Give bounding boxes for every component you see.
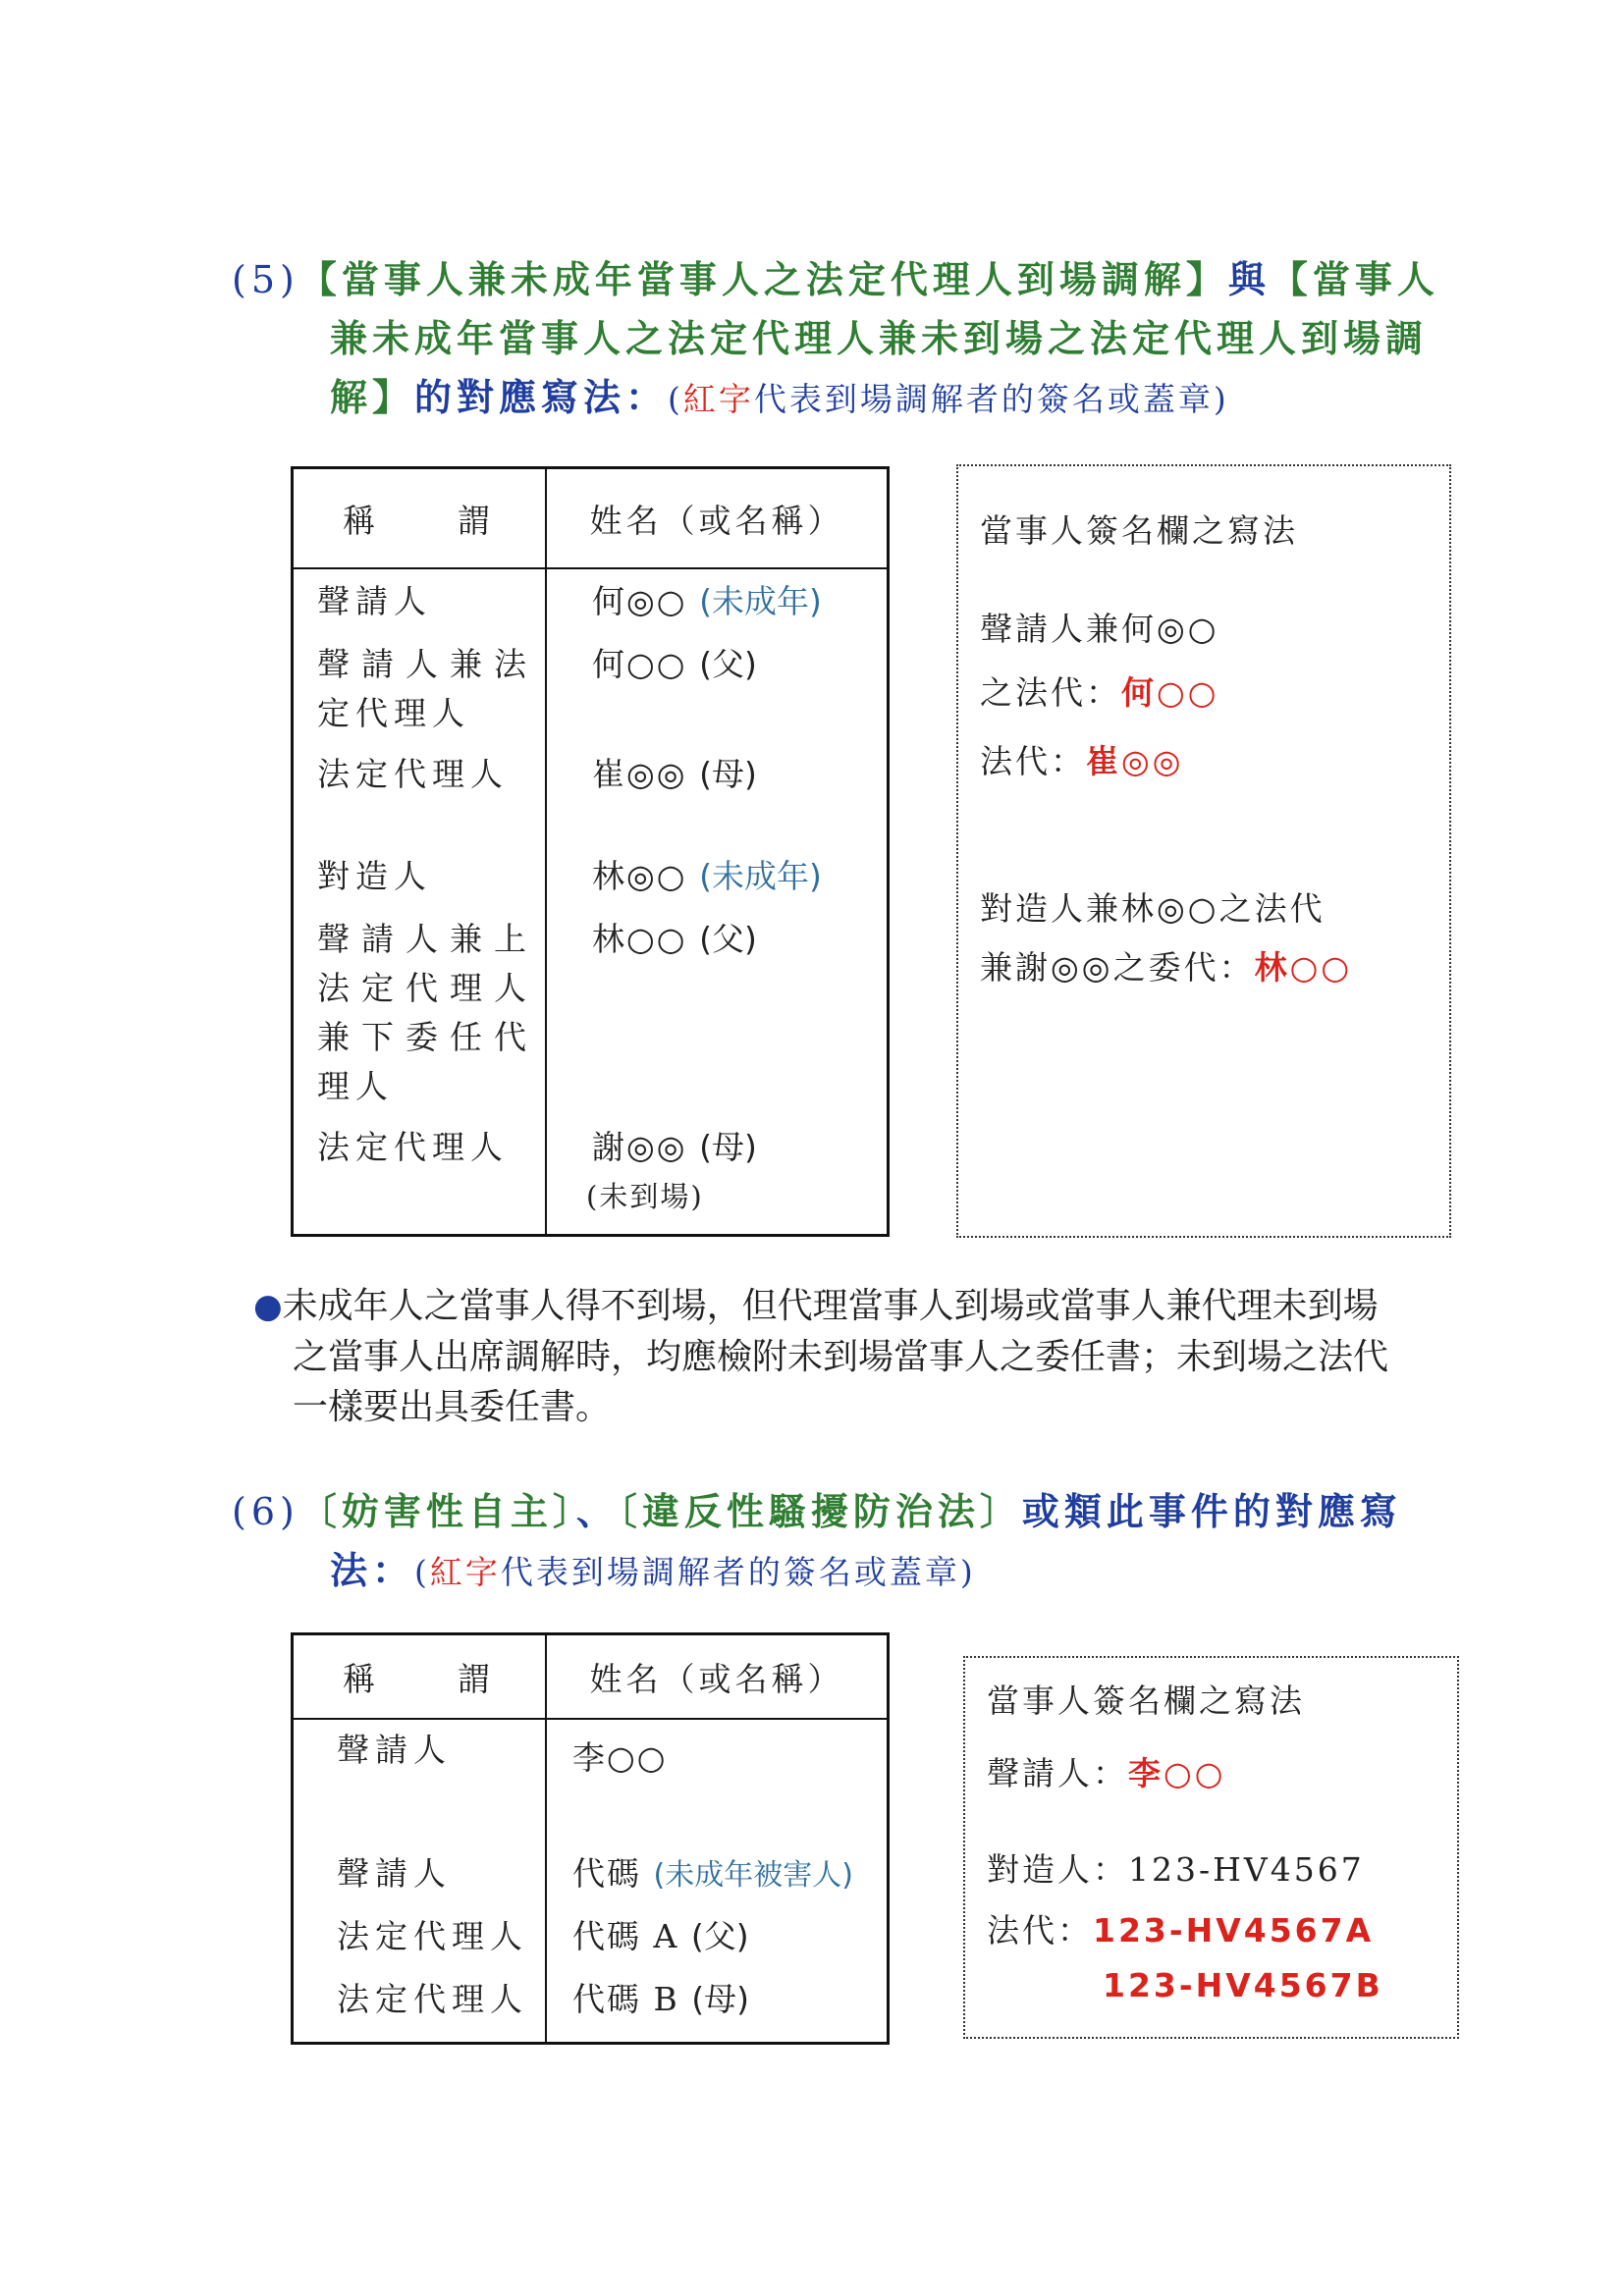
- section5-heading: [232, 250, 1508, 429]
- table-row: [293, 568, 889, 1236]
- section5-note-rest: 代表到場調解者的簽名或蓋章): [753, 380, 1229, 418]
- section6-table: [291, 1632, 890, 2045]
- signature-red: 何○○: [1121, 673, 1219, 712]
- signature-label: 法代：: [980, 742, 1086, 780]
- signature-line: 對造人：123-HV4567: [987, 1850, 1365, 1889]
- section5-title-a: 【當事人兼未成年當事人之法定代理人到場調解】: [298, 257, 1228, 301]
- minor-tag: (未成年): [699, 857, 822, 895]
- signature-label: 兼謝◎◎之委代：: [980, 948, 1255, 987]
- signature-line: [980, 736, 1184, 782]
- row-role: 聲請人: [317, 582, 432, 620]
- section5-note-red: 紅字: [682, 380, 754, 418]
- table-row: [293, 1719, 889, 2044]
- section5-join: 與: [1227, 257, 1271, 301]
- section5-number: (5): [232, 258, 299, 301]
- minor-tag: (未成年被害人): [653, 1858, 853, 1893]
- signature-label: 法代：: [987, 1911, 1093, 1949]
- name-text: 崔◎◎: [592, 755, 687, 793]
- name-text: 何◎○: [592, 582, 687, 620]
- signature-line: [987, 1748, 1226, 1794]
- signature-line: [980, 942, 1352, 988]
- row-role: 聲請人: [337, 1854, 452, 1893]
- relation-tag: (母): [699, 755, 757, 793]
- header-name: 姓名（或名稱）: [546, 1634, 889, 1720]
- signature-label: 聲請人：: [987, 1754, 1128, 1792]
- relation-tag: (父): [699, 645, 757, 683]
- header-role: 稱 謂: [293, 468, 547, 569]
- bullet-line2: 之當事人出席調解時，均應檢附未到場當事人之委任書；未到場之法代: [293, 1337, 1389, 1377]
- relation-tag: (母): [699, 1128, 757, 1166]
- row-name: [572, 1975, 887, 2024]
- row-role: 法定代理人: [337, 1917, 528, 1955]
- section5-table-header: [293, 468, 889, 569]
- section6-table-header: [293, 1634, 889, 1720]
- section5-signature-box: [956, 464, 1451, 1238]
- header-name: 姓名（或名稱）: [546, 468, 889, 569]
- section6-note-red: 紅字: [429, 1553, 501, 1591]
- absent-note: (未到場): [586, 1180, 704, 1213]
- section6-note: [414, 1553, 976, 1591]
- section6-heading-line1: [232, 1482, 1508, 1541]
- section5-note: [668, 380, 1229, 418]
- row-role: 聲請人: [337, 1731, 452, 1769]
- section6-bracket2: 〔違反性騷擾防治法〕: [618, 1489, 1022, 1533]
- bullet-dot-icon: ●: [253, 1287, 283, 1326]
- signature-line: 對造人兼林◎○之法代: [980, 889, 1326, 928]
- signature-red: 李○○: [1128, 1754, 1226, 1792]
- bullet-line3: 一樣要出具委任書。: [293, 1387, 612, 1427]
- name-text: 代碼: [572, 1854, 641, 1893]
- row-role: 聲請人兼法: [317, 645, 538, 683]
- row-role: 法定代理人: [317, 969, 538, 1007]
- section5-heading-line1: [232, 250, 1508, 309]
- signature-title: 當事人簽名欄之寫法: [980, 511, 1298, 550]
- section6-heading: [232, 1482, 1508, 1602]
- row-name: [592, 577, 887, 640]
- row-name: [572, 1912, 887, 1975]
- row-name: [592, 915, 887, 1123]
- signature-red: 123-HV4567B: [1103, 1966, 1383, 2004]
- section5-title-b-line1: 【當事人: [1270, 257, 1439, 301]
- section5-suffix: 的對應寫法：: [414, 375, 669, 419]
- row-role: 法定代理人: [337, 1980, 528, 2018]
- name-text: 林◎○: [592, 857, 687, 895]
- minor-tag: (未成年): [699, 582, 822, 620]
- row-role: 法定代理人: [317, 1128, 509, 1166]
- relation-tag: (母): [691, 1980, 749, 2018]
- row-name: [592, 750, 887, 852]
- section6-bracket1: 〔妨害性自主〕: [298, 1489, 576, 1533]
- section6-number: (6): [232, 1490, 299, 1533]
- row-role: 定代理人: [317, 694, 470, 732]
- name-text: 林○○: [592, 920, 687, 958]
- section5-title-b-line3: 解】: [330, 375, 415, 419]
- signature-red: 123-HV4567A: [1093, 1911, 1375, 1949]
- section6-signature-box: [963, 1656, 1459, 2039]
- row-role: 兼下委任代: [317, 1018, 538, 1056]
- section5-note-open: (: [668, 380, 683, 418]
- name-text: 謝◎◎: [592, 1128, 687, 1166]
- row-name: [592, 852, 887, 915]
- relation-tag: (父): [699, 920, 757, 958]
- signature-red: 林○○: [1254, 948, 1353, 987]
- name-text: 代碼 A: [572, 1917, 679, 1955]
- section5-table: [291, 466, 890, 1237]
- row-name: [592, 1123, 887, 1172]
- section5-title-b-line2: 兼未成年當事人之法定代理人兼未到場之法定代理人到場調: [330, 316, 1429, 360]
- bullet-line1: [253, 1281, 1530, 1332]
- signature-line: [980, 667, 1219, 714]
- section6-mid: 或類此事件的對應寫: [1021, 1489, 1402, 1533]
- row-role: 對造人: [317, 857, 432, 895]
- row-role: 理人: [317, 1067, 394, 1105]
- row-role: 法定代理人: [317, 755, 509, 793]
- signature-red: 崔◎◎: [1086, 742, 1184, 780]
- section6-line2: 法：: [330, 1548, 415, 1592]
- signature-title: 當事人簽名欄之寫法: [987, 1682, 1305, 1720]
- section5-heading-line3: [232, 368, 1508, 429]
- row-name: [572, 1849, 887, 1912]
- section5-heading-line2: [232, 309, 1508, 368]
- section6-note-open: (: [414, 1553, 430, 1591]
- section6-heading-line2: [232, 1541, 1508, 1602]
- signature-line: [987, 1905, 1374, 1951]
- row-role: 聲請人兼上: [317, 920, 538, 958]
- bullet-note: [253, 1281, 1530, 1432]
- relation-tag: (父): [690, 1917, 749, 1955]
- signature-line: 聲請人兼何◎○: [980, 610, 1219, 648]
- name-text: 代碼 B: [572, 1980, 679, 2018]
- row-name: 李○○: [572, 1738, 668, 1777]
- bullet-text: 未成年人之當事人得不到場，但代理當事人到場或當事人兼代理未到場: [282, 1286, 1379, 1326]
- row-name: [592, 640, 887, 750]
- name-text: 何○○: [592, 645, 687, 683]
- header-role: 稱 謂: [293, 1634, 547, 1720]
- section6-note-rest: 代表到場調解者的簽名或蓋章): [500, 1553, 976, 1591]
- section6-sep: 、: [575, 1489, 619, 1533]
- signature-label: 之法代：: [980, 673, 1121, 712]
